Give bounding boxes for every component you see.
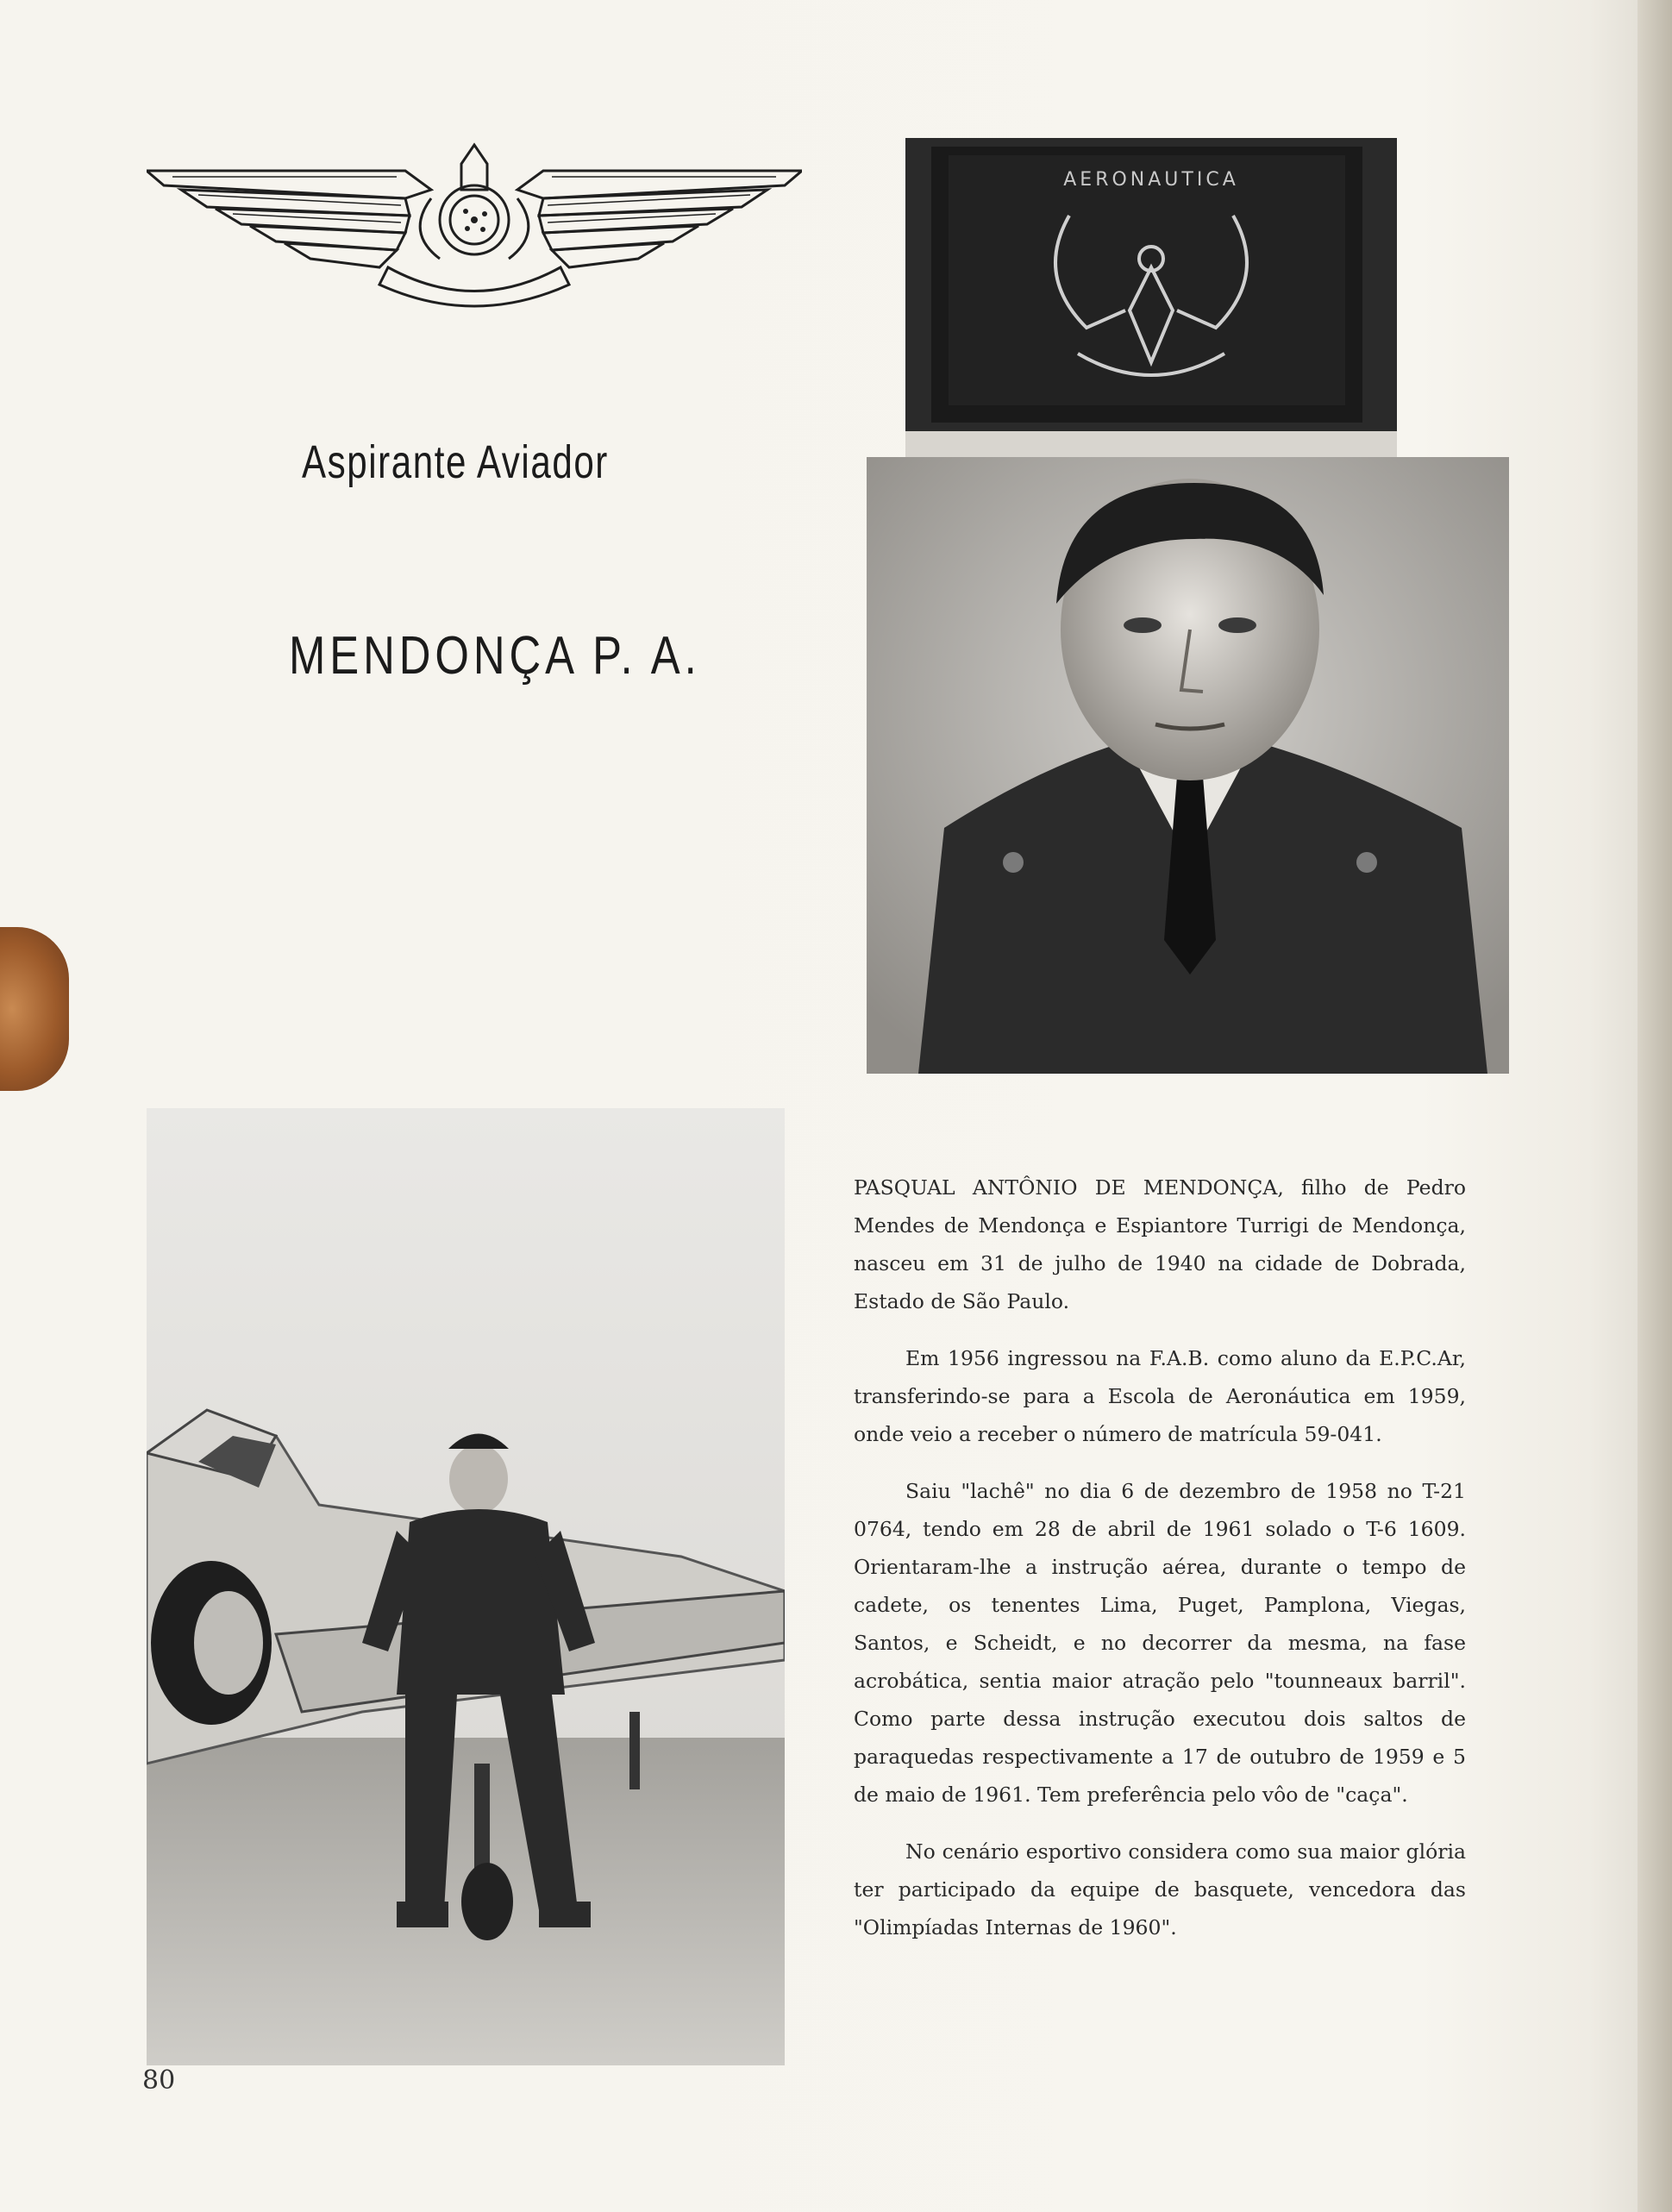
biography-text — [854, 1169, 1466, 1965]
bio-paragraph-2: Em 1956 ingressou na F.A.B. como aluno da E.P.C.Ar, transferindo-se para a Escola de Aeronáutica em 1959, onde veio a receber o número de matrícula 59-041. — [854, 1346, 1466, 1446]
page-number: 80 — [142, 2065, 176, 2096]
thumb-in-frame — [0, 927, 69, 1091]
svg-text:AERONAUTICA: AERONAUTICA — [1063, 169, 1239, 191]
bio-paragraph-3: Saiu "lachê" no dia 6 de dezembro de 1958 no T-21 0764, tendo em 28 de abril de 1961 solado o T-6 1609. Orientaram-lhe a instrução aérea, durante o tempo de cadete, os tenentes Lima, Puget, Pamplona, Viegas, Santos, e Scheidt, e no decorrer da mesma, na fase acrobática, sentia maior atração pelo "tounneaux barril". Como parte dessa instrução executou dois saltos de paraquedas respectivamente a 17 de outubro de 1959 e 5 de maio de 1961. Tem preferência pelo vôo de "caça". — [854, 1479, 1466, 1807]
cadet-name: MENDONÇA P. A. — [289, 626, 701, 686]
cadet-with-airplane-photo — [147, 1108, 785, 2065]
cadet-portrait-photo — [867, 457, 1509, 1074]
bio-paragraph-1: PASQUAL ANTÔNIO DE MENDONÇA, filho de Pedro Mendes de Mendonça e Espiantore Turrigi de Mendonça, nasceu em 31 de julho de 1940 na cidade de Dobrada, Estado de São Paulo. — [854, 1175, 1466, 1313]
framed-coat-of-arms-photo — [905, 138, 1397, 461]
rank-heading: Aspirante Aviador — [302, 436, 609, 488]
bio-paragraph-4: No cenário esportivo considera como sua maior glória ter participado da equipe de basquete, vencedora das "Olimpíadas Internas de 1960". — [854, 1839, 1466, 1939]
page-edge-shadow — [1638, 0, 1672, 2212]
air-force-wings-emblem — [147, 138, 802, 319]
